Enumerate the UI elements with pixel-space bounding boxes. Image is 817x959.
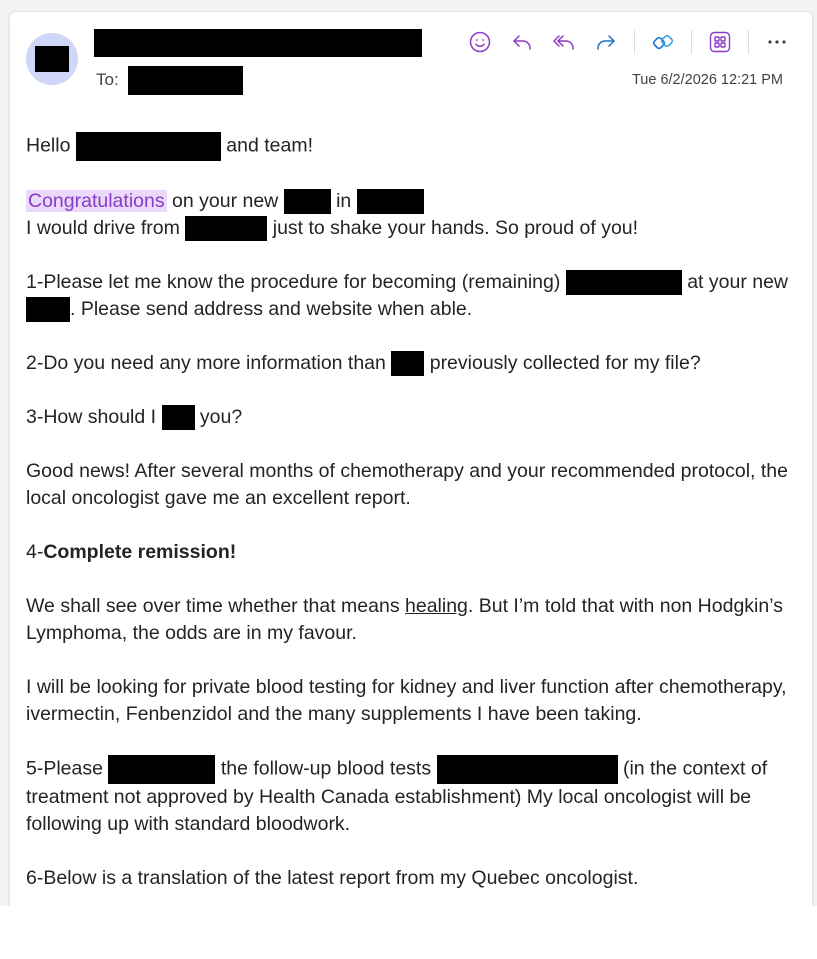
highlighted-congratulations[interactable]: Congratulations: [28, 190, 165, 212]
question-2: [26, 350, 801, 377]
question-3: [26, 404, 801, 431]
apps-icon: [708, 30, 732, 54]
heal-text: We shall see over time whether that means: [26, 595, 400, 617]
congrats-in-text: in: [336, 190, 352, 212]
greeting-paragraph: [26, 132, 801, 161]
redacted-phrase: [437, 755, 618, 784]
congrats-text: on your new: [172, 190, 279, 212]
redacted-recipient[interactable]: [128, 66, 243, 95]
more-icon: [765, 30, 789, 54]
greeting-end-text: and team!: [226, 134, 314, 157]
remission-bold-text: Complete remission!: [43, 541, 237, 563]
toolbar-divider: [748, 30, 749, 54]
loop-component-button[interactable]: [648, 27, 678, 57]
redacted-word: [391, 351, 424, 376]
redacted-place: [357, 189, 424, 214]
q3-end-text: you?: [199, 406, 243, 428]
forward-button[interactable]: [591, 27, 621, 57]
redacted-avatar-initials: [35, 46, 69, 72]
healing-paragraph: [26, 593, 801, 647]
question-1: [26, 269, 801, 323]
blood-test-paragraph: I will be looking for private blood testing for kidney and liver function after chemotherapy, ivermectin, Fenbenzidol and the many supplements I have been taking.: [26, 676, 787, 725]
emoji-icon: [468, 30, 492, 54]
blank-area: [0, 906, 817, 959]
reply-button[interactable]: [507, 27, 537, 57]
heal-end-text: . But I’m told that with non Hodgkin’s Lymphoma, the odds are in my favour.: [26, 595, 783, 644]
apps-button[interactable]: [705, 27, 735, 57]
more-actions-button[interactable]: [762, 27, 792, 57]
toolbar-divider: [691, 30, 692, 54]
q2-text: 2-Do you need any more information than: [26, 352, 386, 374]
question-6: 6-Below is a translation of the latest report from my Quebec oncologist.: [26, 867, 639, 889]
email-reading-pane: [9, 11, 813, 907]
sent-date: Tue 6/2/2026 12:21 PM: [631, 72, 783, 88]
link-icon: [651, 30, 675, 54]
redacted-origin: [185, 216, 267, 241]
redacted-sender-name[interactable]: [94, 29, 422, 57]
forward-icon: [594, 30, 618, 54]
q5-end-text: (in the context of treatment not approved by Health Canada establishment) My local oncologist will be following up with standard bloodwork.: [26, 757, 768, 835]
reply-icon: [510, 30, 534, 54]
message-toolbar: [465, 27, 792, 57]
q1-text: 1-Please let me know the procedure for becoming (remaining): [26, 271, 561, 293]
healing-underlined: healing: [405, 595, 468, 617]
toolbar-divider: [634, 30, 635, 54]
redacted-word: [284, 189, 331, 214]
greeting-text: Hello: [26, 134, 71, 157]
redacted-word: [108, 755, 215, 784]
p4-number: 4-: [26, 541, 44, 563]
question-5: [26, 755, 801, 838]
to-label: To:: [96, 70, 119, 89]
message-body: [26, 132, 801, 919]
q5-text: 5-Please: [26, 757, 103, 780]
q1-end-text: . Please send address and website when able.: [70, 298, 473, 320]
remission-paragraph: [26, 539, 801, 566]
q1-mid-text: at your new: [687, 271, 789, 293]
news-paragraph: Good news! After several months of chemotherapy and your recommended protocol, the local oncologist gave me an excellent report.: [26, 460, 788, 509]
redacted-role: [566, 270, 682, 295]
sender-avatar[interactable]: [26, 33, 78, 85]
recipient-line: [96, 65, 243, 95]
q5-mid-text: the follow-up blood tests: [220, 757, 432, 780]
reply-all-icon: [552, 30, 576, 54]
reply-all-button[interactable]: [549, 27, 579, 57]
redacted-name: [76, 132, 221, 161]
drive-text: I would drive from: [26, 217, 180, 239]
drive-end-text: just to shake your hands. So proud of you!: [272, 217, 639, 239]
q2-end-text: previously collected for my file?: [429, 352, 701, 374]
q3-text: 3-How should I: [26, 406, 157, 428]
emoji-reaction-button[interactable]: [465, 27, 495, 57]
redacted-word: [162, 405, 195, 430]
congrats-paragraph: [26, 188, 801, 242]
redacted-location: [26, 297, 70, 322]
